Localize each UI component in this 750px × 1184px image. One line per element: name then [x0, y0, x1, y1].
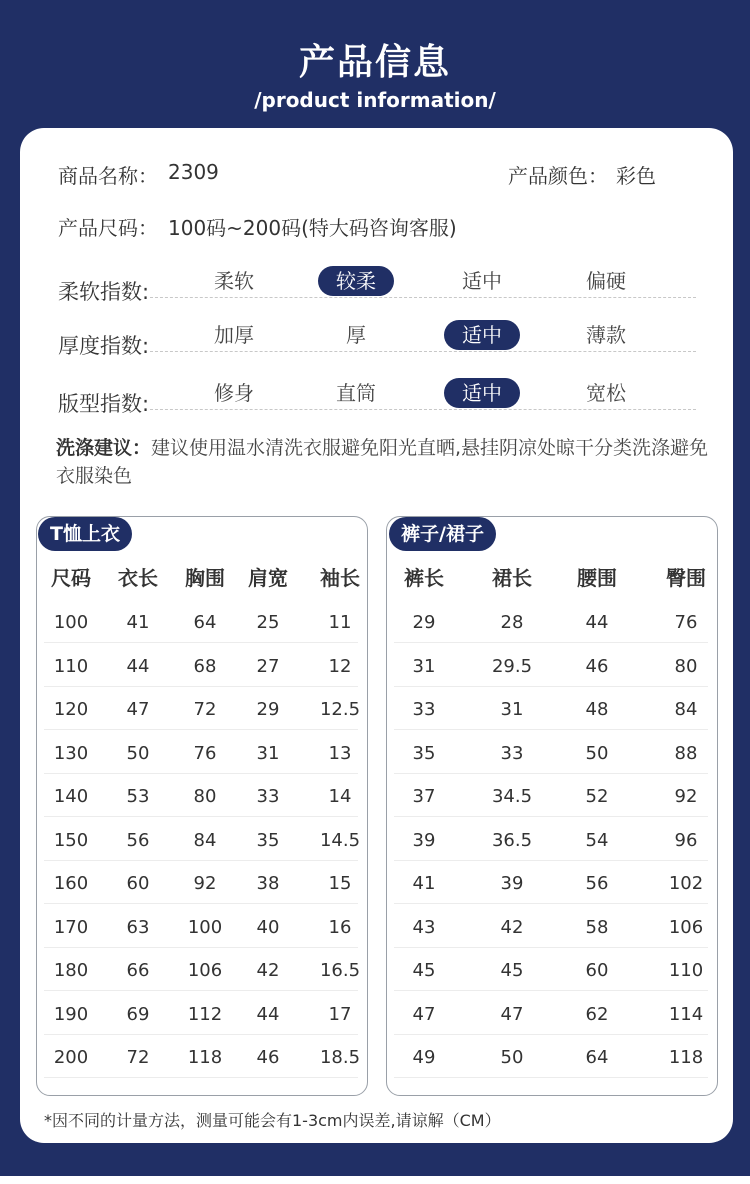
- page-subtitle: /product information/: [254, 88, 496, 112]
- column-header: 袖长: [320, 566, 360, 590]
- table-cell: 58: [585, 916, 609, 938]
- tops-title-badge: T恤上衣: [38, 517, 132, 551]
- footnote: *因不同的计量方法，测量可能会有1-3cm内误差,请谅解（CM）: [44, 1111, 501, 1130]
- table-cell: 92: [193, 873, 217, 894]
- column-header: 裤长: [404, 566, 444, 590]
- table-cell: 118: [668, 1047, 704, 1068]
- table-row-divider: [394, 729, 708, 730]
- index-option: 薄款: [586, 323, 626, 347]
- column-header: 尺码: [51, 566, 91, 590]
- table-row-divider: [394, 642, 708, 643]
- table-cell: 92: [674, 786, 698, 807]
- table-cell: 45: [412, 960, 436, 981]
- table-cell: 50: [585, 742, 609, 764]
- table-row-divider: [44, 816, 358, 817]
- table-row-divider: [394, 860, 708, 861]
- table-cell: 53: [126, 786, 150, 807]
- table-row-divider: [44, 686, 358, 687]
- table-cell: 100: [187, 916, 223, 938]
- table-cell: 72: [126, 1047, 150, 1068]
- table-cell: 49: [412, 1047, 436, 1068]
- table-row-divider: [394, 903, 708, 904]
- table-cell: 50: [500, 1047, 524, 1068]
- column-header: 裙长: [492, 566, 532, 590]
- table-row-divider: [44, 1077, 358, 1078]
- table-cell: 44: [585, 612, 609, 633]
- table-cell: 80: [674, 655, 698, 677]
- table-row-divider: [44, 903, 358, 904]
- index-option-selected: 较柔: [318, 266, 394, 296]
- table-cell: 29: [256, 699, 280, 720]
- table-cell: 41: [126, 612, 150, 633]
- table-row-divider: [394, 990, 708, 991]
- table-cell: 62: [585, 1003, 609, 1025]
- table-cell: 56: [585, 873, 609, 894]
- column-header: 胸围: [185, 566, 225, 590]
- table-cell: 41: [412, 873, 436, 894]
- table-cell: 76: [193, 742, 217, 764]
- index-option: 适中: [462, 269, 502, 293]
- index-option: 修身: [214, 381, 254, 405]
- table-cell: 80: [193, 786, 217, 807]
- table-cell: 120: [53, 699, 89, 720]
- table-cell: 45: [500, 960, 524, 981]
- table-cell: 50: [126, 742, 150, 764]
- table-cell: 44: [126, 655, 150, 677]
- column-header: 腰围: [577, 566, 617, 590]
- table-cell: 112: [187, 1003, 223, 1025]
- table-cell: 27: [256, 655, 280, 677]
- table-cell: 76: [674, 612, 698, 633]
- table-cell: 16.5: [319, 960, 361, 981]
- table-cell: 102: [668, 873, 704, 894]
- table-cell: 114: [668, 1003, 704, 1025]
- table-cell: 64: [193, 612, 217, 633]
- table-cell: 47: [500, 1003, 524, 1025]
- table-cell: 64: [585, 1047, 609, 1068]
- table-cell: 190: [53, 1003, 89, 1025]
- index-divider: [150, 409, 696, 410]
- product-name-label: 商品名称：: [58, 164, 158, 188]
- table-cell: 60: [126, 873, 150, 894]
- table-cell: 63: [126, 916, 150, 938]
- table-cell: 130: [53, 742, 89, 764]
- table-cell: 52: [585, 786, 609, 807]
- product-color-value: 彩色: [616, 164, 656, 188]
- table-cell: 44: [256, 1003, 280, 1025]
- table-cell: 31: [256, 742, 280, 764]
- index-option: 柔软: [214, 269, 254, 293]
- table-row-divider: [44, 729, 358, 730]
- table-cell: 84: [674, 699, 698, 720]
- table-cell: 35: [412, 742, 436, 764]
- table-cell: 96: [674, 829, 698, 851]
- table-row-divider: [394, 1034, 708, 1035]
- column-header: 臀围: [666, 566, 706, 590]
- table-cell: 69: [126, 1003, 150, 1025]
- table-row-divider: [394, 686, 708, 687]
- table-cell: 72: [193, 699, 217, 720]
- table-cell: 31: [500, 699, 524, 720]
- table-cell: 12.5: [319, 699, 361, 720]
- table-row-divider: [44, 1034, 358, 1035]
- table-row-divider: [44, 947, 358, 948]
- table-cell: 14: [328, 786, 352, 807]
- table-cell: 18.5: [319, 1047, 361, 1068]
- index-option-selected: 适中: [444, 378, 520, 408]
- table-cell: 16: [328, 916, 352, 938]
- table-cell: 11: [328, 612, 352, 633]
- table-cell: 54: [585, 829, 609, 851]
- table-row-divider: [394, 816, 708, 817]
- table-cell: 34.5: [491, 786, 533, 807]
- table-cell: 28: [500, 612, 524, 633]
- table-cell: 180: [53, 960, 89, 981]
- table-cell: 17: [328, 1003, 352, 1025]
- table-cell: 14.5: [319, 829, 361, 851]
- table-cell: 36.5: [491, 829, 533, 851]
- table-cell: 33: [412, 699, 436, 720]
- product-size-label: 产品尺码：: [58, 216, 158, 240]
- table-cell: 118: [187, 1047, 223, 1068]
- product-name-value: 2309: [168, 160, 219, 184]
- table-cell: 66: [126, 960, 150, 981]
- table-cell: 31: [412, 655, 436, 677]
- table-cell: 43: [412, 916, 436, 938]
- table-row-divider: [394, 773, 708, 774]
- care-text: 建议使用温水清洗衣服避免阳光直晒,悬挂阴凉处晾干分类洗涤避免衣服染色: [56, 437, 709, 487]
- care-label: 洗涤建议：: [56, 437, 152, 459]
- table-cell: 110: [53, 655, 89, 677]
- table-cell: 60: [585, 960, 609, 981]
- table-cell: 33: [256, 786, 280, 807]
- table-cell: 140: [53, 786, 89, 807]
- table-row-divider: [394, 947, 708, 948]
- table-cell: 12: [328, 655, 352, 677]
- table-cell: 170: [53, 916, 89, 938]
- table-row-divider: [44, 642, 358, 643]
- table-cell: 29.5: [491, 655, 533, 677]
- table-cell: 106: [187, 960, 223, 981]
- table-cell: 106: [668, 916, 704, 938]
- bottoms-title-badge: 裤子/裙子: [389, 517, 496, 551]
- column-header: 肩宽: [248, 566, 288, 590]
- table-cell: 25: [256, 612, 280, 633]
- table-cell: 46: [585, 655, 609, 677]
- product-size-value: 100码~200码(特大码咨询客服): [168, 216, 457, 240]
- table-cell: 15: [328, 873, 352, 894]
- index-option: 偏硬: [586, 269, 626, 293]
- table-row-divider: [44, 990, 358, 991]
- index-option: 加厚: [214, 323, 254, 347]
- index-label: 版型指数:: [58, 392, 150, 416]
- table-cell: 40: [256, 916, 280, 938]
- index-divider: [150, 297, 696, 298]
- index-label: 柔软指数:: [58, 280, 150, 304]
- table-cell: 42: [500, 916, 524, 938]
- table-cell: 38: [256, 873, 280, 894]
- table-cell: 48: [585, 699, 609, 720]
- index-divider: [150, 351, 696, 352]
- table-cell: 42: [256, 960, 280, 981]
- product-color-label: 产品颜色：: [508, 164, 608, 188]
- index-option: 宽松: [586, 381, 626, 405]
- table-cell: 68: [193, 655, 217, 677]
- table-cell: 39: [500, 873, 524, 894]
- table-row-divider: [44, 860, 358, 861]
- table-cell: 84: [193, 829, 217, 851]
- table-cell: 33: [500, 742, 524, 764]
- table-cell: 56: [126, 829, 150, 851]
- table-row-divider: [44, 773, 358, 774]
- table-cell: 160: [53, 873, 89, 894]
- table-cell: 110: [668, 960, 704, 981]
- index-option-selected: 适中: [444, 320, 520, 350]
- table-cell: 100: [53, 612, 89, 633]
- table-cell: 47: [126, 699, 150, 720]
- care-instructions: [56, 434, 716, 490]
- table-row-divider: [394, 1077, 708, 1078]
- index-option: 直筒: [336, 381, 376, 405]
- table-cell: 29: [412, 612, 436, 633]
- table-cell: 39: [412, 829, 436, 851]
- table-cell: 150: [53, 829, 89, 851]
- index-label: 厚度指数:: [58, 334, 150, 358]
- page-title: 产品信息: [298, 42, 451, 83]
- table-cell: 88: [674, 742, 698, 764]
- table-cell: 200: [53, 1047, 89, 1068]
- table-cell: 46: [256, 1047, 280, 1068]
- table-cell: 13: [328, 742, 352, 764]
- index-option: 厚: [346, 323, 366, 347]
- table-cell: 47: [412, 1003, 436, 1025]
- table-cell: 37: [412, 786, 436, 807]
- column-header: 衣长: [118, 566, 158, 590]
- table-cell: 35: [256, 829, 280, 851]
